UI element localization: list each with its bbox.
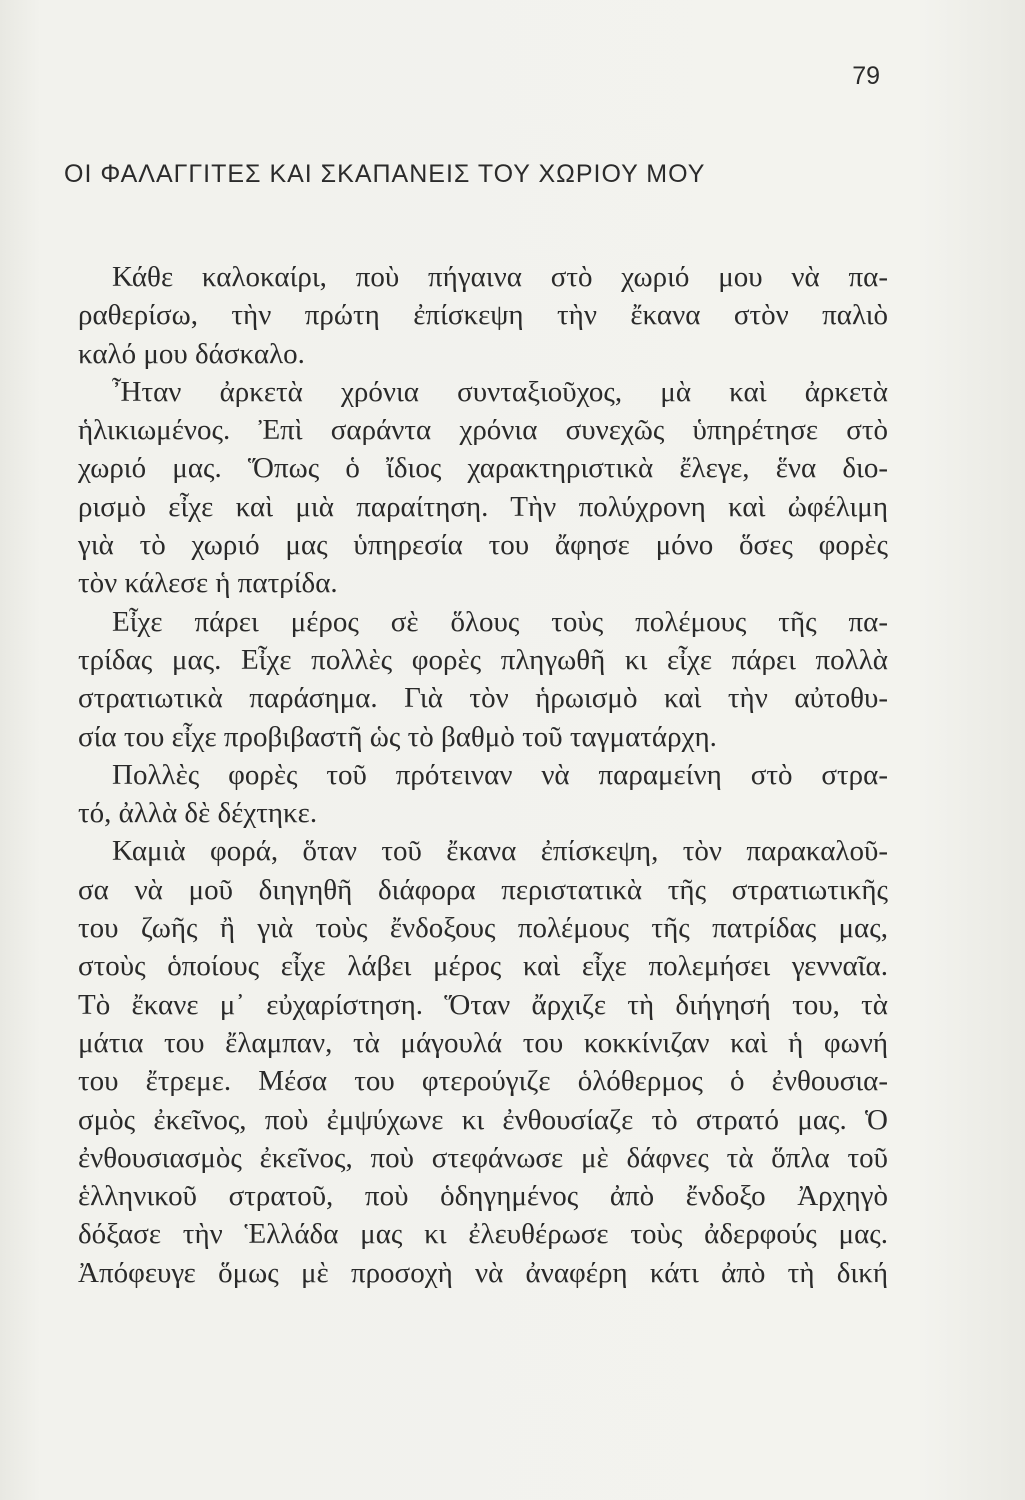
text-line: Καμιὰ φορά, ὅταν τοῦ ἔκανα ἐπίσκεψη, τὸν παρακαλοῦ- (112, 835, 888, 868)
text-line: του ζωῆς ἢ γιὰ τοὺς ἔνδοξους πολέμους τῆς πατρίδας μας, (78, 912, 888, 945)
text-line: σμὸς ἐκεῖνος, ποὺ ἐμψύχωνε κι ἐνθουσίαζε τὸ στρατό μας. Ὁ (78, 1103, 888, 1136)
text-line: τρίδας μας. Εἶχε πολλὲς φορὲς πληγωθῆ κι εἶχε πάρει πολλὰ (78, 643, 888, 676)
text-line: Πολλὲς φορὲς τοῦ πρότειναν νὰ παραμείνη στὸ στρα- (112, 758, 888, 791)
text-line: τό, ἀλλὰ δὲ δέχτηκε. (78, 797, 318, 830)
text-line: σία του εἶχε προβιβαστῆ ὡς τὸ βαθμὸ τοῦ ταγματάρχη. (78, 720, 717, 753)
text-line: Τὸ ἔκανε μ᾿ εὐχαρίστηση. Ὅταν ἄρχιζε τὴ διήγησή του, τὰ (78, 988, 888, 1021)
text-line: Κάθε καλοκαίρι, ποὺ πήγαινα στὸ χωριό μου νὰ πα- (112, 261, 888, 293)
text-line: ρισμὸ εἶχε καὶ μιὰ παραίτηση. Τὴν πολύχρονη καὶ ὠφέλιμη (78, 490, 888, 523)
text-line: ἑλληνικοῦ στρατοῦ, ποὺ ὁδηγημένος ἀπὸ ἔνδοξο Ἀρχηγὸ (78, 1180, 888, 1213)
text-line: Εἶχε πάρει μέρος σὲ ὅλους τοὺς πολέμους τῆς πα- (112, 605, 888, 638)
text-line: Ἀπόφευγε ὅμως μὲ προσοχὴ νὰ ἀναφέρη κάτι ἀπὸ τὴ δική (78, 1256, 888, 1289)
text-line: ραθερίσω, τὴν πρώτη ἐπίσκεψη τὴν ἔκανα στὸν παλιὸ (78, 299, 888, 332)
text-line: στρατιωτικὰ παράσημα. Γιὰ τὸν ἡρωισμὸ καὶ τὴν αὐτοθυ- (78, 682, 888, 715)
text-line: καλό μου δάσκαλο. (78, 337, 305, 370)
page-number: 79 (852, 62, 880, 90)
text-line: γιὰ τὸ χωριό μας ὑπηρεσία του ἄφησε μόνο ὅσες φορὲς (78, 529, 888, 562)
text-line: του ἔτρεμε. Μέσα του φτερούγιζε ὁλόθερμος ὁ ἐνθουσια- (78, 1065, 888, 1098)
text-line: ἐνθουσιασμὸς ἐκεῖνος, ποὺ στεφάνωσε μὲ δάφνες τὰ ὅπλα τοῦ (78, 1141, 888, 1174)
text-line: μάτια του ἔλαμπαν, τὰ μάγουλά του κοκκίνιζαν καὶ ἡ φωνή (78, 1026, 888, 1059)
text-line: στοὺς ὁποίους εἶχε λάβει μέρος καὶ εἶχε πολεμήσει γενναῖα. (78, 950, 888, 983)
text-line: χωριό μας. Ὅπως ὁ ἴδιος χαρακτηριστικὰ ἔλεγε, ἕνα διο- (78, 452, 888, 485)
text-line: ἡλικιωμένος. Ἐπὶ σαράντα χρόνια συνεχῶς ὑπηρέτησε στὸ (78, 414, 888, 447)
text-line: Ἦταν ἀρκετὰ χρόνια συνταξιοῦχος, μὰ καὶ ἀρκετὰ (112, 375, 888, 408)
text-line: δόξασε τὴν Ἑλλάδα μας κι ἐλευθέρωσε τοὺς ἀδερφούς μας. (78, 1218, 888, 1251)
body-text (78, 258, 888, 1292)
chapter-title: ΟΙ ΦΑΛΑΓΓΙΤΕΣ ΚΑΙ ΣΚΑΠΑΝΕΙΣ ΤΟΥ ΧΩΡΙΟΥ ΜΟΥ (64, 160, 706, 188)
text-line: τὸν κάλεσε ἡ πατρίδα. (78, 567, 338, 600)
text-line: σα νὰ μοῦ διηγηθῆ διάφορα περιστατικὰ τῆς στρατιωτικῆς (78, 873, 888, 906)
